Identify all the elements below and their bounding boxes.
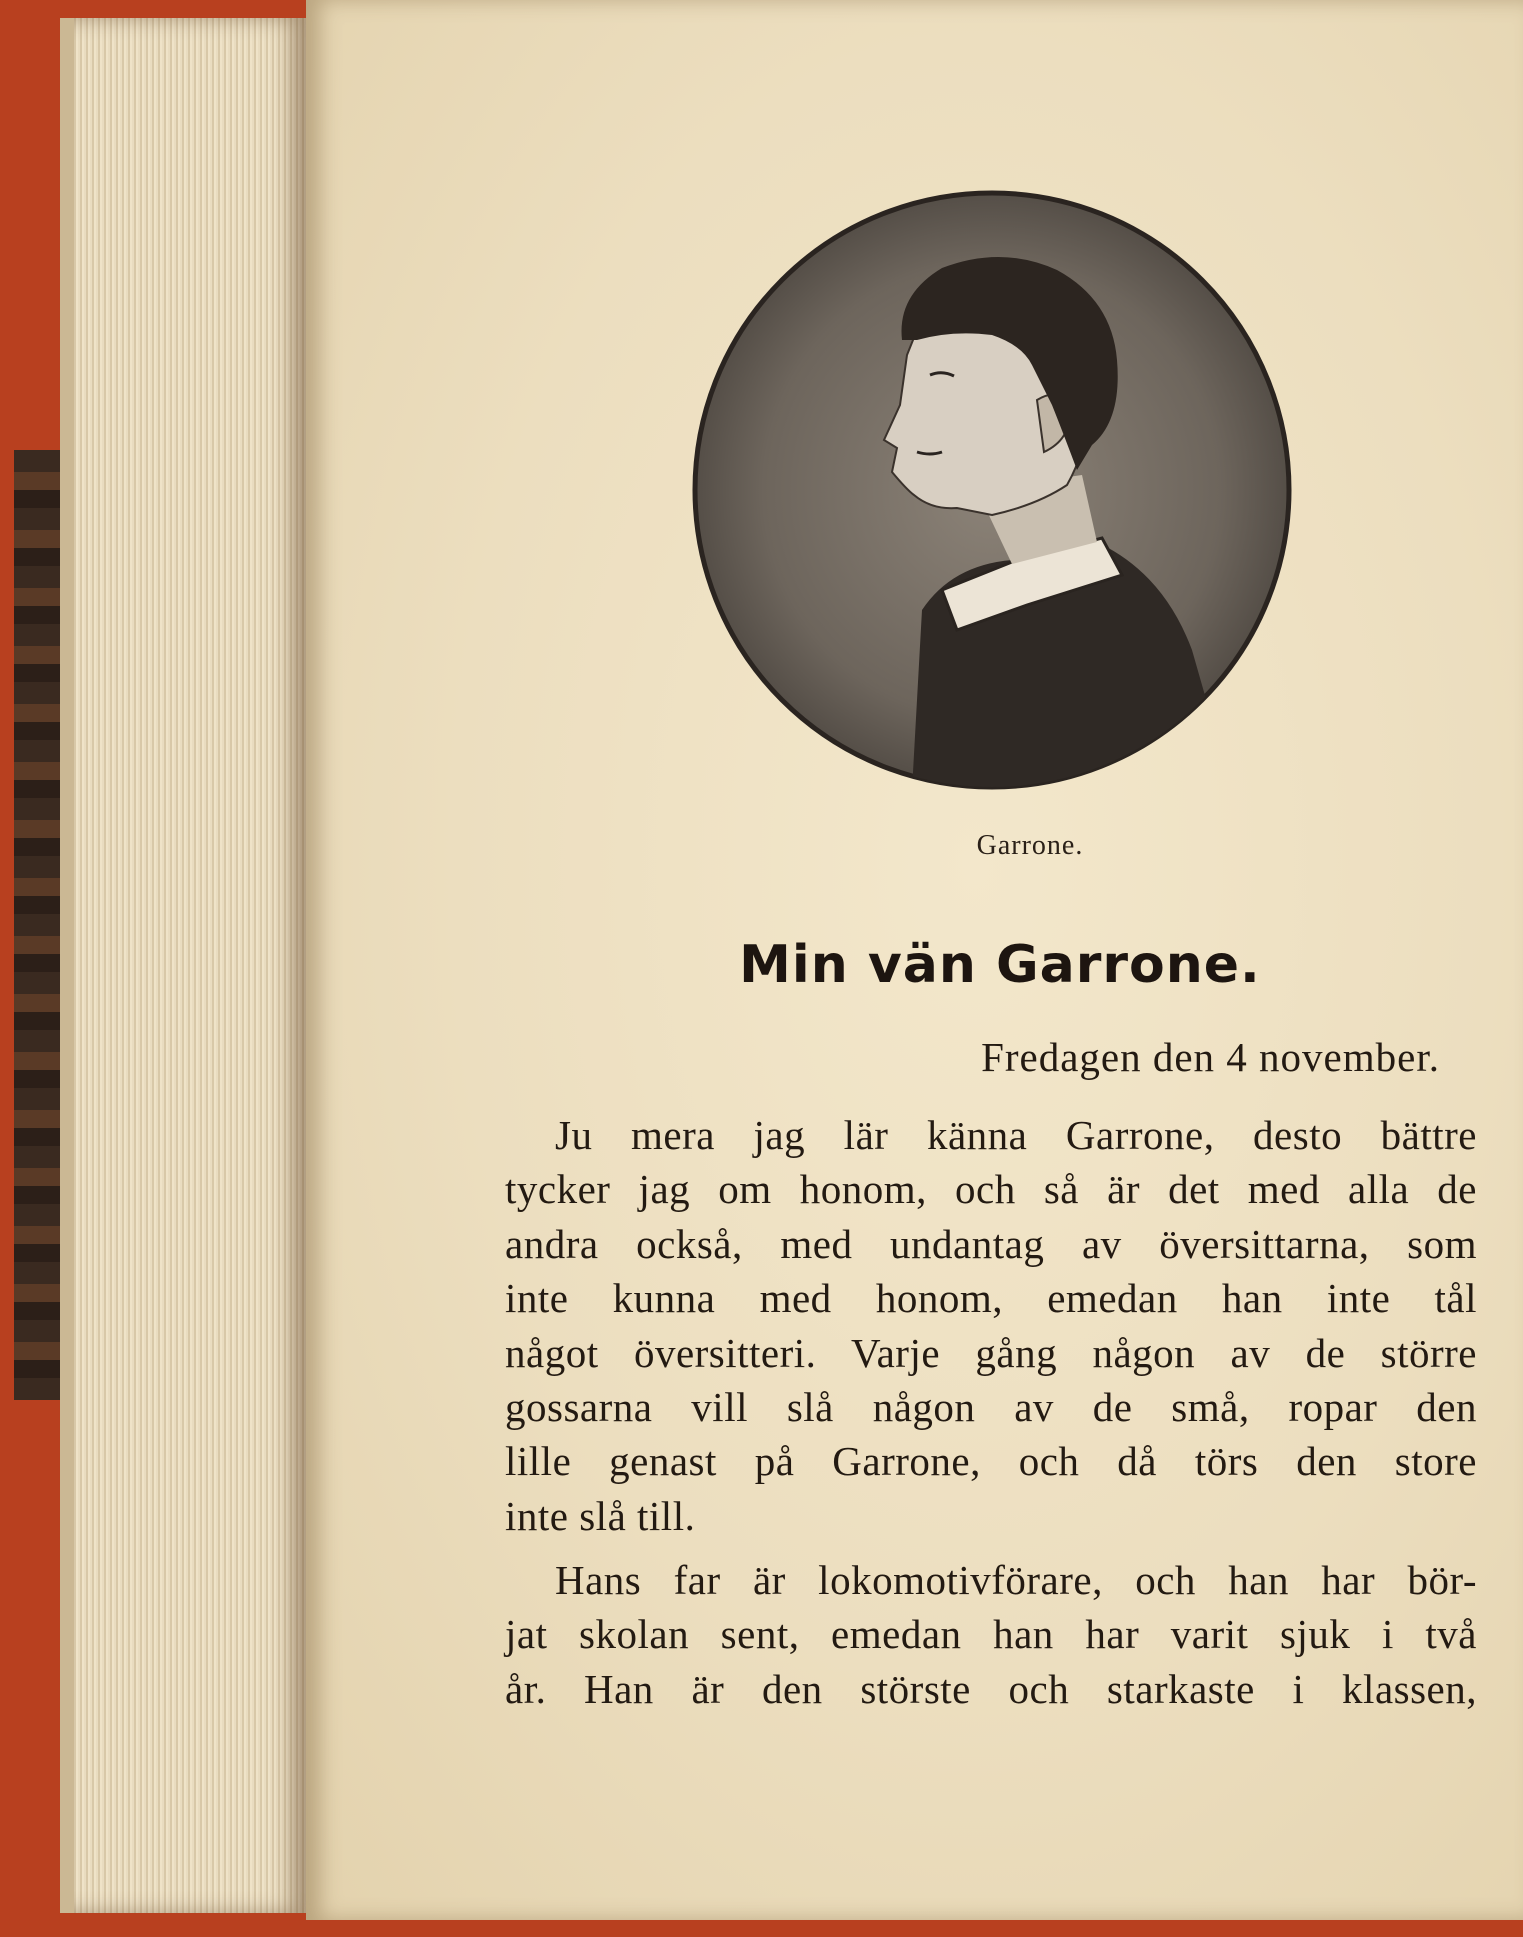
page-stack-edges bbox=[60, 18, 310, 1913]
text-line: år. Han är den störste och starkaste i klassen, bbox=[505, 1665, 1477, 1712]
text-line: lille genast på Garrone, och då törs den store bbox=[505, 1438, 1477, 1485]
text-line: jat skolan sent, emedan han har varit sjuk i två bbox=[505, 1611, 1477, 1658]
book-spine bbox=[14, 450, 60, 1400]
text-line: Ju mera jag lär känna Garrone, desto bättre bbox=[555, 1112, 1477, 1158]
text-line: tycker jag om honom, och så är det med alla de bbox=[505, 1166, 1477, 1213]
text-line: något översitteri. Varje gång någon av de större bbox=[505, 1329, 1477, 1376]
chapter-date: Fredagen den 4 november. bbox=[981, 1034, 1440, 1080]
chapter-title: Min vän Garrone. bbox=[739, 935, 1261, 995]
text-line: gossarna vill slå någon av de små, ropar den bbox=[505, 1383, 1477, 1430]
text-line: inte slå till. bbox=[505, 1492, 696, 1539]
page-stack-outer-edge bbox=[60, 18, 74, 1913]
text-line: andra också, med undantag av översittarna, som bbox=[505, 1220, 1477, 1267]
illustration-caption: Garrone. bbox=[976, 830, 1084, 861]
text-line: inte kunna med honom, emedan han inte tål bbox=[505, 1275, 1477, 1322]
paragraph-2 bbox=[505, 1553, 1477, 1716]
text-line: Hans far är lokomotivförare, och han har bör- bbox=[555, 1557, 1477, 1603]
paragraph-1 bbox=[505, 1108, 1477, 1543]
portrait-illustration bbox=[692, 190, 1292, 790]
